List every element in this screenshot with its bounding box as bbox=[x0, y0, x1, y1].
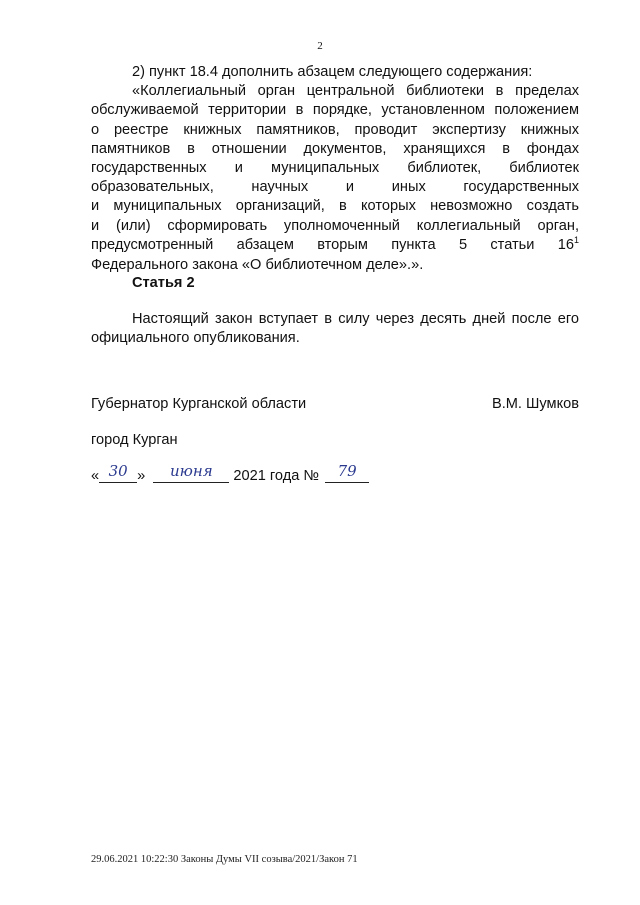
footer-stamp: 29.06.2021 10:22:30 Законы Думы VII созыва/2021/Закон 71 bbox=[91, 854, 358, 865]
quote-line: и муниципальных организаций, в которых невозможно создать bbox=[91, 198, 579, 215]
signatory-position: Губернатор Курганской области bbox=[91, 396, 307, 412]
page-number: 2 bbox=[317, 40, 323, 52]
date-day: 30 bbox=[108, 462, 128, 480]
quote-line: образовательных, научных и иных государственных bbox=[91, 179, 579, 196]
quote-line: «Коллегиальный орган центральной библиотеки в пределах bbox=[132, 83, 579, 100]
quote-line: государственных и муниципальных библиотек, библиотек bbox=[91, 160, 579, 177]
quote-line-text: предусмотренный абзацем вторым пункта 5 статьи 16 bbox=[91, 236, 574, 253]
article-2-title: Статья 2 bbox=[132, 275, 195, 291]
date-year-text: 2021 года № bbox=[233, 468, 320, 484]
quote-line: памятников в отношении документов, хранящихся в фондах bbox=[91, 140, 579, 157]
date-close-quote: » bbox=[137, 468, 146, 484]
superscript: 1 bbox=[573, 234, 579, 245]
article-2-text: Настоящий закон вступает в силу через десять дней после его официального опубликования. bbox=[91, 311, 579, 347]
quote-line: и (или) сформировать уполномоченный коллегиальный орган, bbox=[91, 217, 579, 234]
quote-line: Федерального закона «О библиотечном деле».». bbox=[91, 257, 424, 274]
law-number: 79 bbox=[337, 462, 357, 480]
amendment-section bbox=[91, 63, 579, 275]
quote-line: обслуживаемой территории в порядке, установленном положением bbox=[91, 102, 579, 119]
date-line bbox=[91, 462, 369, 484]
quote-line-with-superscript bbox=[91, 236, 579, 256]
date-month-field bbox=[153, 462, 229, 483]
amendment-quote bbox=[91, 82, 579, 275]
law-number-field bbox=[325, 462, 369, 483]
city: город Курган bbox=[91, 432, 178, 448]
amendment-intro: 2) пункт 18.4 дополнить абзацем следующего содержания: bbox=[132, 64, 533, 80]
quote-line: о реестре книжных памятников, проводит экспертизу книжных bbox=[91, 121, 579, 138]
signature-block bbox=[91, 396, 579, 412]
signatory-name: В.М. Шумков bbox=[491, 396, 579, 412]
date-day-field bbox=[99, 462, 137, 483]
date-open-quote: « bbox=[91, 468, 100, 484]
date-month: июня bbox=[169, 462, 213, 480]
